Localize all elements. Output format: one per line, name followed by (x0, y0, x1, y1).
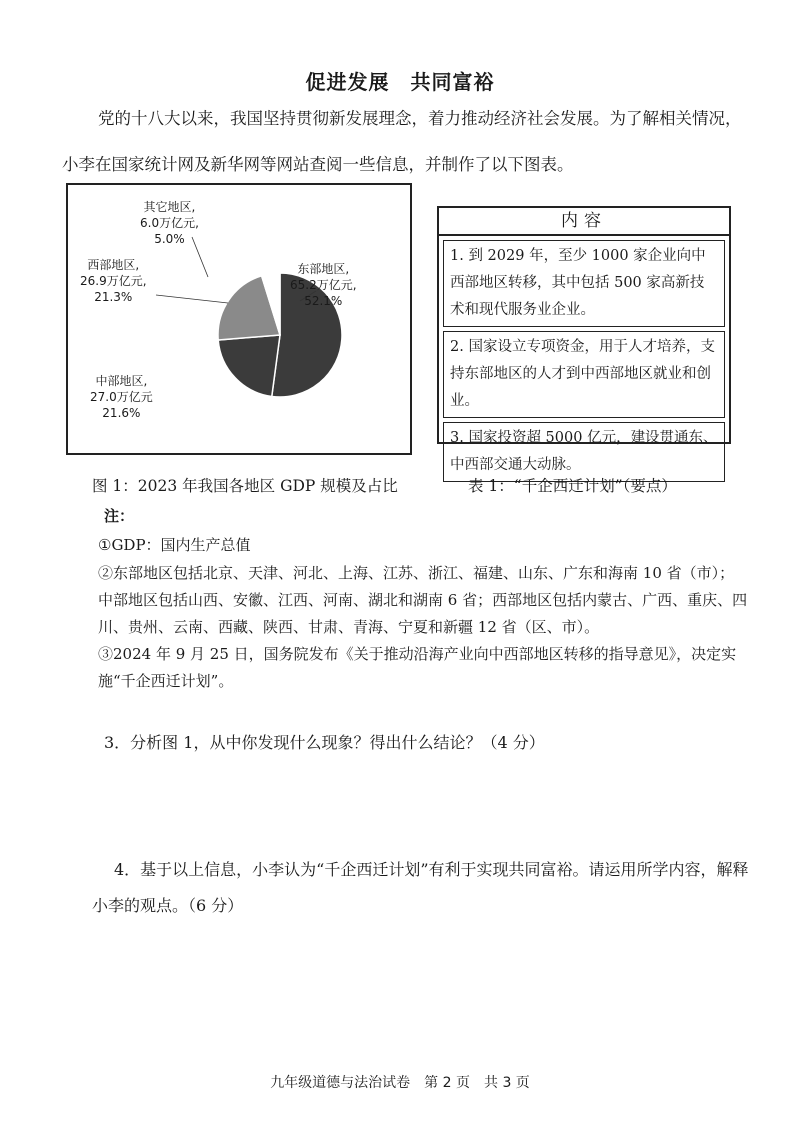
pie-label-other-name: 其它地区, (143, 200, 196, 214)
intro-paragraph: 党的十八大以来，我国坚持贯彻新发展理念，着力推动经济社会发展。为了解相关情况，小李在国家统计网及新华网等网站查阅一些信息，并制作了以下图表。 (62, 109, 742, 174)
pie-label-east (290, 261, 357, 309)
note-item: ①GDP：国内生产总值 (98, 536, 251, 554)
leader-west (156, 295, 228, 303)
pie-label-central-pct: 21.6% (102, 406, 141, 420)
pie-label-west-name: 西部地区, (87, 258, 140, 272)
figure-caption: 图 1：2023 年我国各地区 GDP 规模及占比 (92, 477, 398, 495)
table-header: 内容 (439, 208, 729, 236)
page-title: 促进发展 共同富裕 (305, 70, 495, 94)
pie-label-other-pct: 5.0% (154, 232, 185, 246)
note-item: ②东部地区包括北京、天津、河北、上海、江苏、浙江、福建、山东、广东和海南 10 省（市）；中部地区包括山西、安徽、江西、河南、湖北和湖南 6 省；西部地区包括内蒙古、广西、重庆、四川、贵州、云南、西藏、陕西、甘肃、青海、宁夏和新疆 12 省（区、市）。 (98, 564, 748, 636)
pie-label-west (80, 257, 147, 305)
pie-label-east-name: 东部地区, (297, 262, 350, 276)
pie-chart-figure (66, 183, 412, 455)
note-item: ③2024 年 9 月 25 日，国务院发布《关于推动沿海产业向中西部地区转移的指导意见》，决定实施“千企西迁计划”。 (98, 645, 737, 690)
content-table (437, 206, 731, 473)
table-row: 3. 国家投资超 5000 亿元，建设贯通东、中西部交通大动脉。 (443, 422, 725, 482)
pie-label-west-pct: 21.3% (94, 290, 133, 304)
pie-label-other-value: 6.0万亿元, (140, 216, 199, 230)
question-3: 3．分析图 1，从中你发现什么现象？得出什么结论？（4 分） (104, 733, 545, 752)
pie-label-west-value: 26.9万亿元, (80, 274, 147, 288)
pie-label-central-value: 27.0万亿元 (90, 390, 153, 404)
pie-slice-central (218, 335, 280, 396)
pie-label-east-value: 65.2万亿元, (290, 278, 357, 292)
pie-label-other (140, 199, 199, 247)
pie-label-central-name: 中部地区, (95, 374, 148, 388)
page-footer: 九年级道德与法治试卷 第 2 页 共 3 页 (270, 1075, 530, 1091)
table-caption: 表 1：“千企西迁计划”（要点） (468, 477, 677, 495)
table-row: 1. 到 2029 年，至少 1000 家企业向中西部地区转移，其中包括 500 家高新技术和现代服务业企业。 (443, 240, 725, 327)
pie-label-central (90, 373, 153, 421)
notes-heading: 注： (104, 507, 135, 525)
pie-label-east-pct: 52.1% (304, 294, 343, 308)
table-row: 2. 国家设立专项资金，用于人才培养，支持东部地区的人才到中西部地区就业和创业。 (443, 331, 725, 418)
question-4: 4．基于以上信息，小李认为“千企西迁计划”有利于实现共同富裕。请运用所学内容，解释小李的观点。（6 分） (92, 860, 749, 915)
